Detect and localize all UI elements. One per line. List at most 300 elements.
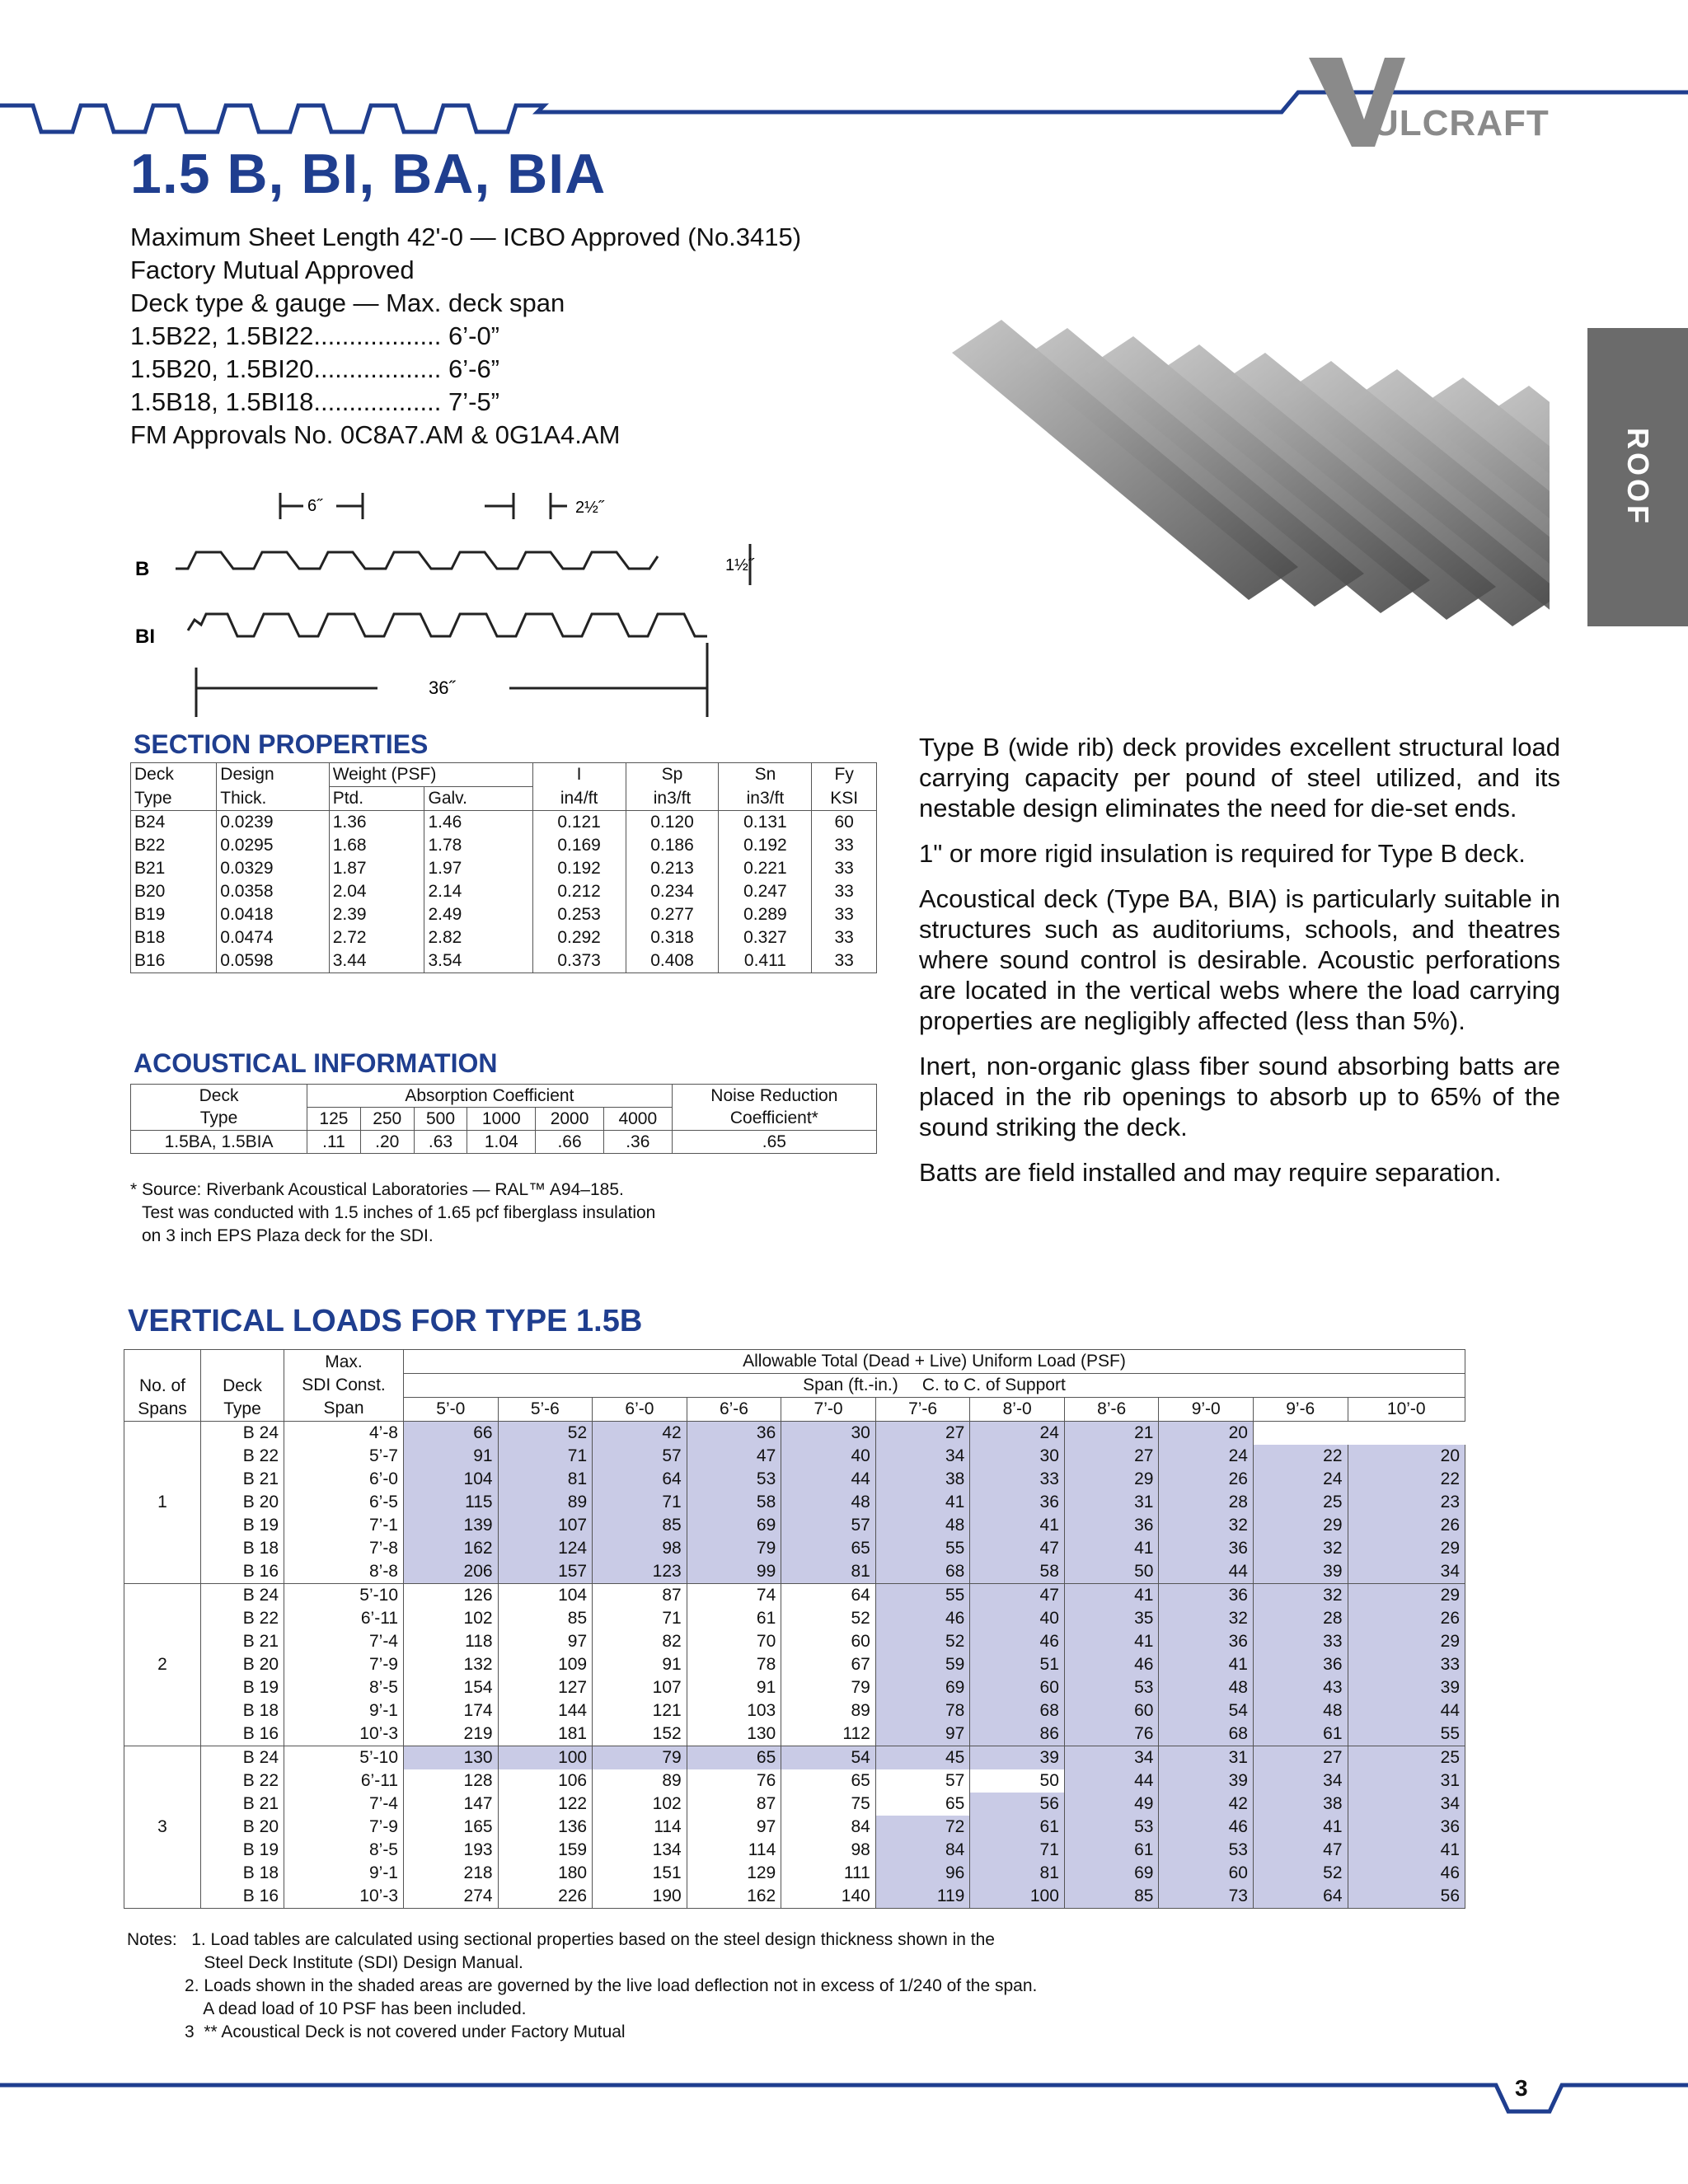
- col-head: in3/ft: [719, 787, 812, 811]
- load-cell: 25: [1253, 1491, 1348, 1514]
- load-cell: 180: [498, 1862, 593, 1885]
- load-cell: 48: [875, 1514, 970, 1537]
- span-col-head: 6’-6: [687, 1398, 781, 1422]
- load-cell: 36: [970, 1491, 1065, 1514]
- table-row: [124, 1839, 1465, 1862]
- col-head: Sp: [626, 763, 719, 787]
- load-cell: 106: [498, 1769, 593, 1793]
- load-cell: 111: [781, 1862, 876, 1885]
- load-cell: 29: [1253, 1514, 1348, 1537]
- max-span-cell: 7’-4: [284, 1793, 404, 1816]
- load-cell: 85: [1064, 1885, 1159, 1909]
- col-head: Type: [131, 787, 217, 811]
- load-cell: 165: [404, 1816, 499, 1839]
- load-cell: 44: [1064, 1769, 1159, 1793]
- load-cell: 56: [970, 1793, 1065, 1816]
- load-cell: 104: [498, 1584, 593, 1608]
- spec-line: Factory Mutual Approved: [130, 255, 415, 284]
- load-cell: 130: [687, 1722, 781, 1746]
- load-cell: 61: [1064, 1839, 1159, 1862]
- load-cell: 39: [1348, 1676, 1465, 1699]
- load-cell: 56: [1348, 1885, 1465, 1909]
- load-cell: 162: [404, 1537, 499, 1560]
- footnote-line: on 3 inch EPS Plaza deck for the SDI.: [142, 1226, 434, 1245]
- load-cell: 65: [875, 1793, 970, 1816]
- page-title: 1.5 B, BI, BA, BIA: [130, 143, 607, 205]
- load-cell: 70: [687, 1630, 781, 1653]
- load-cell: 67: [781, 1653, 876, 1676]
- section-properties-heading: SECTION PROPERTIES: [134, 729, 429, 759]
- load-cell: 36: [1159, 1630, 1254, 1653]
- load-cell: 29: [1348, 1537, 1465, 1560]
- col-head: Ptd.: [329, 787, 424, 811]
- load-cell: 89: [593, 1769, 687, 1793]
- max-span-cell: 5’-7: [284, 1445, 404, 1468]
- table-row: [131, 903, 877, 926]
- table-cell: 0.0474: [217, 926, 329, 949]
- deck-type-cell: B 24: [201, 1746, 284, 1770]
- spec-line: Deck type & gauge — Max. deck span: [130, 288, 565, 317]
- load-cell: 38: [875, 1468, 970, 1491]
- max-span-cell: 7’-1: [284, 1514, 404, 1537]
- col-head-deck: [201, 1350, 284, 1422]
- load-cell: 124: [498, 1537, 593, 1560]
- deck-type-cell: B 18: [201, 1699, 284, 1722]
- load-cell: 81: [498, 1468, 593, 1491]
- table-cell: 0.289: [719, 903, 812, 926]
- load-cell: 154: [404, 1676, 499, 1699]
- table-cell: 2.72: [329, 926, 424, 949]
- load-cell: [1348, 1422, 1465, 1446]
- freq-head: 125: [307, 1108, 361, 1131]
- section-properties-table: [130, 762, 877, 973]
- load-cell: 128: [404, 1769, 499, 1793]
- max-span-cell: 10’-3: [284, 1722, 404, 1746]
- load-cell: 122: [498, 1793, 593, 1816]
- deck-type-cell: B 20: [201, 1653, 284, 1676]
- load-cell: 39: [1159, 1769, 1254, 1793]
- max-span-cell: 7’-4: [284, 1630, 404, 1653]
- load-cell: 55: [875, 1584, 970, 1608]
- span-col-head: 5’-0: [404, 1398, 499, 1422]
- load-cell: 58: [687, 1491, 781, 1514]
- deck-type-cell: B 18: [201, 1537, 284, 1560]
- load-cell: 48: [1159, 1676, 1254, 1699]
- load-cell: 147: [404, 1793, 499, 1816]
- load-cell: 46: [1348, 1862, 1465, 1885]
- table-row: [124, 1793, 1465, 1816]
- load-cell: 57: [593, 1445, 687, 1468]
- table-cell: 0.213: [626, 857, 719, 880]
- load-cell: 84: [781, 1816, 876, 1839]
- load-cell: 91: [593, 1653, 687, 1676]
- col-head: I: [532, 763, 626, 787]
- span-col-head: 7’-0: [781, 1398, 876, 1422]
- deck-type-cell: B 19: [201, 1839, 284, 1862]
- col-head-max: [284, 1350, 404, 1422]
- load-cell: 36: [1253, 1653, 1348, 1676]
- load-cell: 97: [875, 1722, 970, 1746]
- max-span-cell: 9’-1: [284, 1862, 404, 1885]
- table-row: [124, 1722, 1465, 1746]
- load-cell: 50: [1064, 1560, 1159, 1584]
- span-col-head: 8’-6: [1064, 1398, 1159, 1422]
- load-cell: 27: [875, 1422, 970, 1446]
- load-cell: 41: [970, 1514, 1065, 1537]
- col-head: Absorption Coefficient: [307, 1085, 673, 1108]
- load-cell: 34: [1348, 1793, 1465, 1816]
- spans-cell: 2: [124, 1584, 201, 1746]
- load-cell: 193: [404, 1839, 499, 1862]
- load-cell: 61: [970, 1816, 1065, 1839]
- load-cell: 20: [1348, 1445, 1465, 1468]
- col-head: Spans: [138, 1399, 187, 1418]
- load-cell: 159: [498, 1839, 593, 1862]
- col-head: Galv.: [424, 787, 532, 811]
- col-head: Thick.: [217, 787, 329, 811]
- freq-head: 1000: [467, 1108, 536, 1131]
- load-cell: 69: [1064, 1862, 1159, 1885]
- load-cell: 100: [970, 1885, 1065, 1909]
- load-cell: 60: [970, 1676, 1065, 1699]
- load-cell: 109: [498, 1653, 593, 1676]
- table-cell: B18: [131, 926, 217, 949]
- load-cell: 104: [404, 1468, 499, 1491]
- load-cell: 47: [1253, 1839, 1348, 1862]
- load-cell: 58: [970, 1560, 1065, 1584]
- load-cell: 81: [781, 1560, 876, 1584]
- col-head: Span (ft.-in.) C. to C. of Support: [404, 1374, 1465, 1398]
- table-row: [124, 1653, 1465, 1676]
- spans-cell: 1: [124, 1422, 201, 1584]
- coef-cell: .36: [603, 1131, 672, 1154]
- load-cell: 55: [875, 1537, 970, 1560]
- col-head: Max.: [325, 1352, 363, 1371]
- load-cell: 139: [404, 1514, 499, 1537]
- load-cell: 33: [970, 1468, 1065, 1491]
- load-cell: 48: [1253, 1699, 1348, 1722]
- load-cell: 46: [1064, 1653, 1159, 1676]
- load-cell: 79: [593, 1746, 687, 1770]
- load-cell: 85: [498, 1607, 593, 1630]
- load-cell: 127: [498, 1676, 593, 1699]
- load-cell: 97: [687, 1816, 781, 1839]
- spec-line: FM Approvals No. 0C8A7.AM & 0G1A4.AM: [130, 420, 621, 449]
- load-cell: 32: [1159, 1514, 1254, 1537]
- table-cell: 33: [812, 834, 877, 857]
- table-cell: 2.04: [329, 880, 424, 903]
- load-cell: 97: [498, 1630, 593, 1653]
- deck-type-cell: 1.5BA, 1.5BIA: [131, 1131, 307, 1154]
- load-cell: 45: [875, 1746, 970, 1770]
- load-cell: 71: [593, 1491, 687, 1514]
- deck-type-cell: B 18: [201, 1862, 284, 1885]
- load-cell: 24: [970, 1422, 1065, 1446]
- table-cell: 1.68: [329, 834, 424, 857]
- table-cell: 1.97: [424, 857, 532, 880]
- table-row: [124, 1537, 1465, 1560]
- table-cell: B16: [131, 949, 217, 973]
- table-cell: 0.411: [719, 949, 812, 973]
- table-cell: 33: [812, 903, 877, 926]
- note-line: Steel Deck Institute (SDI) Design Manual.: [127, 1953, 523, 1972]
- load-cell: 59: [875, 1653, 970, 1676]
- col-head: No. of: [138, 1376, 186, 1395]
- load-cell: 26: [1159, 1468, 1254, 1491]
- col-head: in4/ft: [532, 787, 626, 811]
- col-head: SDI Const.: [302, 1376, 386, 1394]
- table-cell: 0.0358: [217, 880, 329, 903]
- load-cell: 71: [498, 1445, 593, 1468]
- table-cell: B21: [131, 857, 217, 880]
- table-cell: 33: [812, 926, 877, 949]
- load-cell: 31: [1159, 1746, 1254, 1770]
- load-cell: 121: [593, 1699, 687, 1722]
- nrc-cell: .65: [672, 1131, 876, 1154]
- load-cell: 114: [593, 1816, 687, 1839]
- coef-cell: .63: [414, 1131, 467, 1154]
- col-head-spans: [124, 1350, 201, 1422]
- load-cell: 69: [687, 1514, 781, 1537]
- load-cell: 132: [404, 1653, 499, 1676]
- table-row: [124, 1862, 1465, 1885]
- load-cell: 52: [781, 1607, 876, 1630]
- load-cell: 33: [1253, 1630, 1348, 1653]
- deck-type-cell: B 20: [201, 1491, 284, 1514]
- table-row: [124, 1422, 1465, 1446]
- acoustical-footnote: [130, 1179, 655, 1248]
- table-row: [124, 1468, 1465, 1491]
- col-head: Deck: [131, 1085, 307, 1108]
- load-cell: 181: [498, 1722, 593, 1746]
- load-cell: 52: [875, 1630, 970, 1653]
- load-cell: 39: [970, 1746, 1065, 1770]
- max-span-cell: 7’-8: [284, 1537, 404, 1560]
- load-cell: 35: [1064, 1607, 1159, 1630]
- note-line: Notes: 1. Load tables are calculated using sectional properties based on the steel design thickness shown in the: [127, 1930, 995, 1949]
- load-cell: 115: [404, 1491, 499, 1514]
- load-cell: 24: [1253, 1468, 1348, 1491]
- load-cell: 68: [970, 1699, 1065, 1722]
- col-head: Sn: [719, 763, 812, 787]
- deck-type-cell: B 20: [201, 1816, 284, 1839]
- acoustical-table: [130, 1084, 877, 1154]
- load-cell: 114: [687, 1839, 781, 1862]
- max-span-cell: 7’-9: [284, 1653, 404, 1676]
- note-line: A dead load of 10 PSF has been included.: [127, 1999, 527, 2018]
- deck-type-cell: B 19: [201, 1514, 284, 1537]
- load-cell: 219: [404, 1722, 499, 1746]
- spec-line: 1.5B18, 1.5BI18.................. 7’-5”: [130, 387, 500, 416]
- load-cell: 41: [875, 1491, 970, 1514]
- table-cell: 33: [812, 880, 877, 903]
- table-cell: 2.39: [329, 903, 424, 926]
- load-cell: 31: [1064, 1491, 1159, 1514]
- load-cell: 91: [687, 1676, 781, 1699]
- load-cell: 52: [498, 1422, 593, 1446]
- table-cell: 0.0329: [217, 857, 329, 880]
- load-cell: 47: [687, 1445, 781, 1468]
- load-cell: 40: [781, 1445, 876, 1468]
- deck-stack-photo: [919, 320, 1550, 715]
- table-row: [124, 1816, 1465, 1839]
- col-head: in3/ft: [626, 787, 719, 811]
- load-cell: 78: [687, 1653, 781, 1676]
- table-cell: 1.78: [424, 834, 532, 857]
- table-cell: B24: [131, 811, 217, 835]
- table-cell: 0.253: [532, 903, 626, 926]
- load-cell: 82: [593, 1630, 687, 1653]
- load-cell: 30: [970, 1445, 1065, 1468]
- table-cell: 0.192: [532, 857, 626, 880]
- load-cell: 112: [781, 1722, 876, 1746]
- load-cell: 52: [1253, 1862, 1348, 1885]
- col-head: Design: [217, 763, 329, 787]
- load-cell: 21: [1064, 1422, 1159, 1446]
- load-cell: 86: [970, 1722, 1065, 1746]
- load-cell: 190: [593, 1885, 687, 1909]
- col-head: Type: [131, 1108, 307, 1131]
- coef-cell: .20: [360, 1131, 414, 1154]
- paragraph: Batts are field installed and may require separation.: [919, 1158, 1502, 1187]
- load-cell: 102: [404, 1607, 499, 1630]
- vertical-loads-heading: VERTICAL LOADS FOR TYPE 1.5B: [128, 1304, 643, 1338]
- dim-6: 6˝: [307, 497, 322, 515]
- profile-label-b: B: [135, 558, 150, 580]
- load-cell: 53: [1159, 1839, 1254, 1862]
- table-cell: 0.186: [626, 834, 719, 857]
- note-line: 3 ** Acoustical Deck is not covered under Factory Mutual: [127, 2022, 626, 2041]
- table-cell: 0.212: [532, 880, 626, 903]
- load-cell: 65: [687, 1746, 781, 1770]
- deck-profile-diagram: [130, 478, 773, 725]
- table-cell: B20: [131, 880, 217, 903]
- load-cell: 47: [970, 1537, 1065, 1560]
- spec-line: 1.5B20, 1.5BI20.................. 6’-6”: [130, 354, 500, 383]
- paragraph: Acoustical deck (Type BA, BIA) is particularly suitable in structures such as auditoriums, schools, and theatres where sound control is desirable. Acoustic perforations are located in the vertical webs where the load carrying properties are negligibly affected (less than 5%).: [919, 884, 1560, 1035]
- load-cell: 81: [970, 1862, 1065, 1885]
- load-cell: 61: [1253, 1722, 1348, 1746]
- load-cell: 36: [1159, 1584, 1254, 1608]
- paragraph: Inert, non-organic glass fiber sound absorbing batts are placed in the rib openings to absorb up to 65% of the sound striking the deck.: [919, 1052, 1560, 1141]
- table-row: [124, 1746, 1465, 1770]
- load-cell: 26: [1348, 1607, 1465, 1630]
- paragraph: 1" or more rigid insulation is required for Type B deck.: [919, 839, 1526, 868]
- load-cell: 89: [498, 1491, 593, 1514]
- load-cell: 157: [498, 1560, 593, 1584]
- load-cell: 57: [875, 1769, 970, 1793]
- load-cell: 123: [593, 1560, 687, 1584]
- table-row: [124, 1607, 1465, 1630]
- table-row: [124, 1445, 1465, 1468]
- load-cell: 41: [1064, 1584, 1159, 1608]
- table-cell: 2.14: [424, 880, 532, 903]
- load-cell: 51: [970, 1653, 1065, 1676]
- col-head: Deck: [223, 1376, 262, 1395]
- load-cell: 68: [875, 1560, 970, 1584]
- table-cell: 0.120: [626, 811, 719, 835]
- load-cell: 99: [687, 1560, 781, 1584]
- load-cell: 32: [1159, 1607, 1254, 1630]
- table-cell: 0.408: [626, 949, 719, 973]
- notes: [127, 1929, 1037, 2044]
- load-cell: 27: [1064, 1445, 1159, 1468]
- max-span-cell: 5’-10: [284, 1746, 404, 1770]
- load-cell: 87: [687, 1793, 781, 1816]
- deck-type-cell: B 21: [201, 1468, 284, 1491]
- load-cell: 22: [1253, 1445, 1348, 1468]
- load-cell: 91: [404, 1445, 499, 1468]
- note-line: 2. Loads shown in the shaded areas are governed by the live load deflection not in excess of 1/240 of the span.: [127, 1976, 1038, 1995]
- load-cell: 76: [1064, 1722, 1159, 1746]
- load-cell: 206: [404, 1560, 499, 1584]
- load-cell: 54: [781, 1746, 876, 1770]
- max-span-cell: 8’-8: [284, 1560, 404, 1584]
- table-row: [124, 1514, 1465, 1537]
- load-cell: 41: [1064, 1630, 1159, 1653]
- roof-side-tab[interactable]: [1587, 328, 1688, 626]
- load-cell: 50: [970, 1769, 1065, 1793]
- deck-specs: [130, 221, 801, 452]
- load-cell: 102: [593, 1793, 687, 1816]
- table-cell: 1.87: [329, 857, 424, 880]
- deck-type-cell: B 19: [201, 1676, 284, 1699]
- deck-type-cell: B 16: [201, 1722, 284, 1746]
- load-cell: 119: [875, 1885, 970, 1909]
- load-cell: 60: [1064, 1699, 1159, 1722]
- load-cell: 98: [781, 1839, 876, 1862]
- load-cell: 79: [781, 1676, 876, 1699]
- max-span-cell: 6’-5: [284, 1491, 404, 1514]
- load-cell: 34: [1348, 1560, 1465, 1584]
- table-cell: 0.221: [719, 857, 812, 880]
- acoustical-heading: ACOUSTICAL INFORMATION: [134, 1048, 498, 1078]
- profile-label-bi: BI: [135, 626, 155, 648]
- table-cell: 0.247: [719, 880, 812, 903]
- load-cell: 34: [1253, 1769, 1348, 1793]
- freq-head: 500: [414, 1108, 467, 1131]
- vertical-loads-table: [124, 1349, 1465, 1909]
- load-cell: 29: [1064, 1468, 1159, 1491]
- load-cell: 65: [781, 1537, 876, 1560]
- max-span-cell: 5’-10: [284, 1584, 404, 1608]
- max-span-cell: 8’-5: [284, 1676, 404, 1699]
- load-cell: 72: [875, 1816, 970, 1839]
- load-cell: 274: [404, 1885, 499, 1909]
- load-cell: 46: [970, 1630, 1065, 1653]
- spans-cell: 3: [124, 1746, 201, 1909]
- footer-rule: [0, 2060, 1688, 2126]
- load-cell: 39: [1253, 1560, 1348, 1584]
- load-cell: 55: [1348, 1722, 1465, 1746]
- load-cell: 48: [781, 1491, 876, 1514]
- col-head: Weight (PSF): [329, 763, 532, 787]
- max-span-cell: 6’-11: [284, 1607, 404, 1630]
- load-cell: 103: [687, 1699, 781, 1722]
- deck-type-cell: B 22: [201, 1445, 284, 1468]
- load-cell: 60: [1159, 1862, 1254, 1885]
- load-cell: 54: [1159, 1699, 1254, 1722]
- load-cell: 64: [593, 1468, 687, 1491]
- description-text: [919, 732, 1560, 1202]
- load-cell: 23: [1348, 1491, 1465, 1514]
- dim-36: 36˝: [429, 677, 455, 698]
- span-col-head: 5’-6: [498, 1398, 593, 1422]
- load-cell: 79: [687, 1537, 781, 1560]
- load-cell: 74: [687, 1584, 781, 1608]
- load-cell: 44: [781, 1468, 876, 1491]
- load-cell: 118: [404, 1630, 499, 1653]
